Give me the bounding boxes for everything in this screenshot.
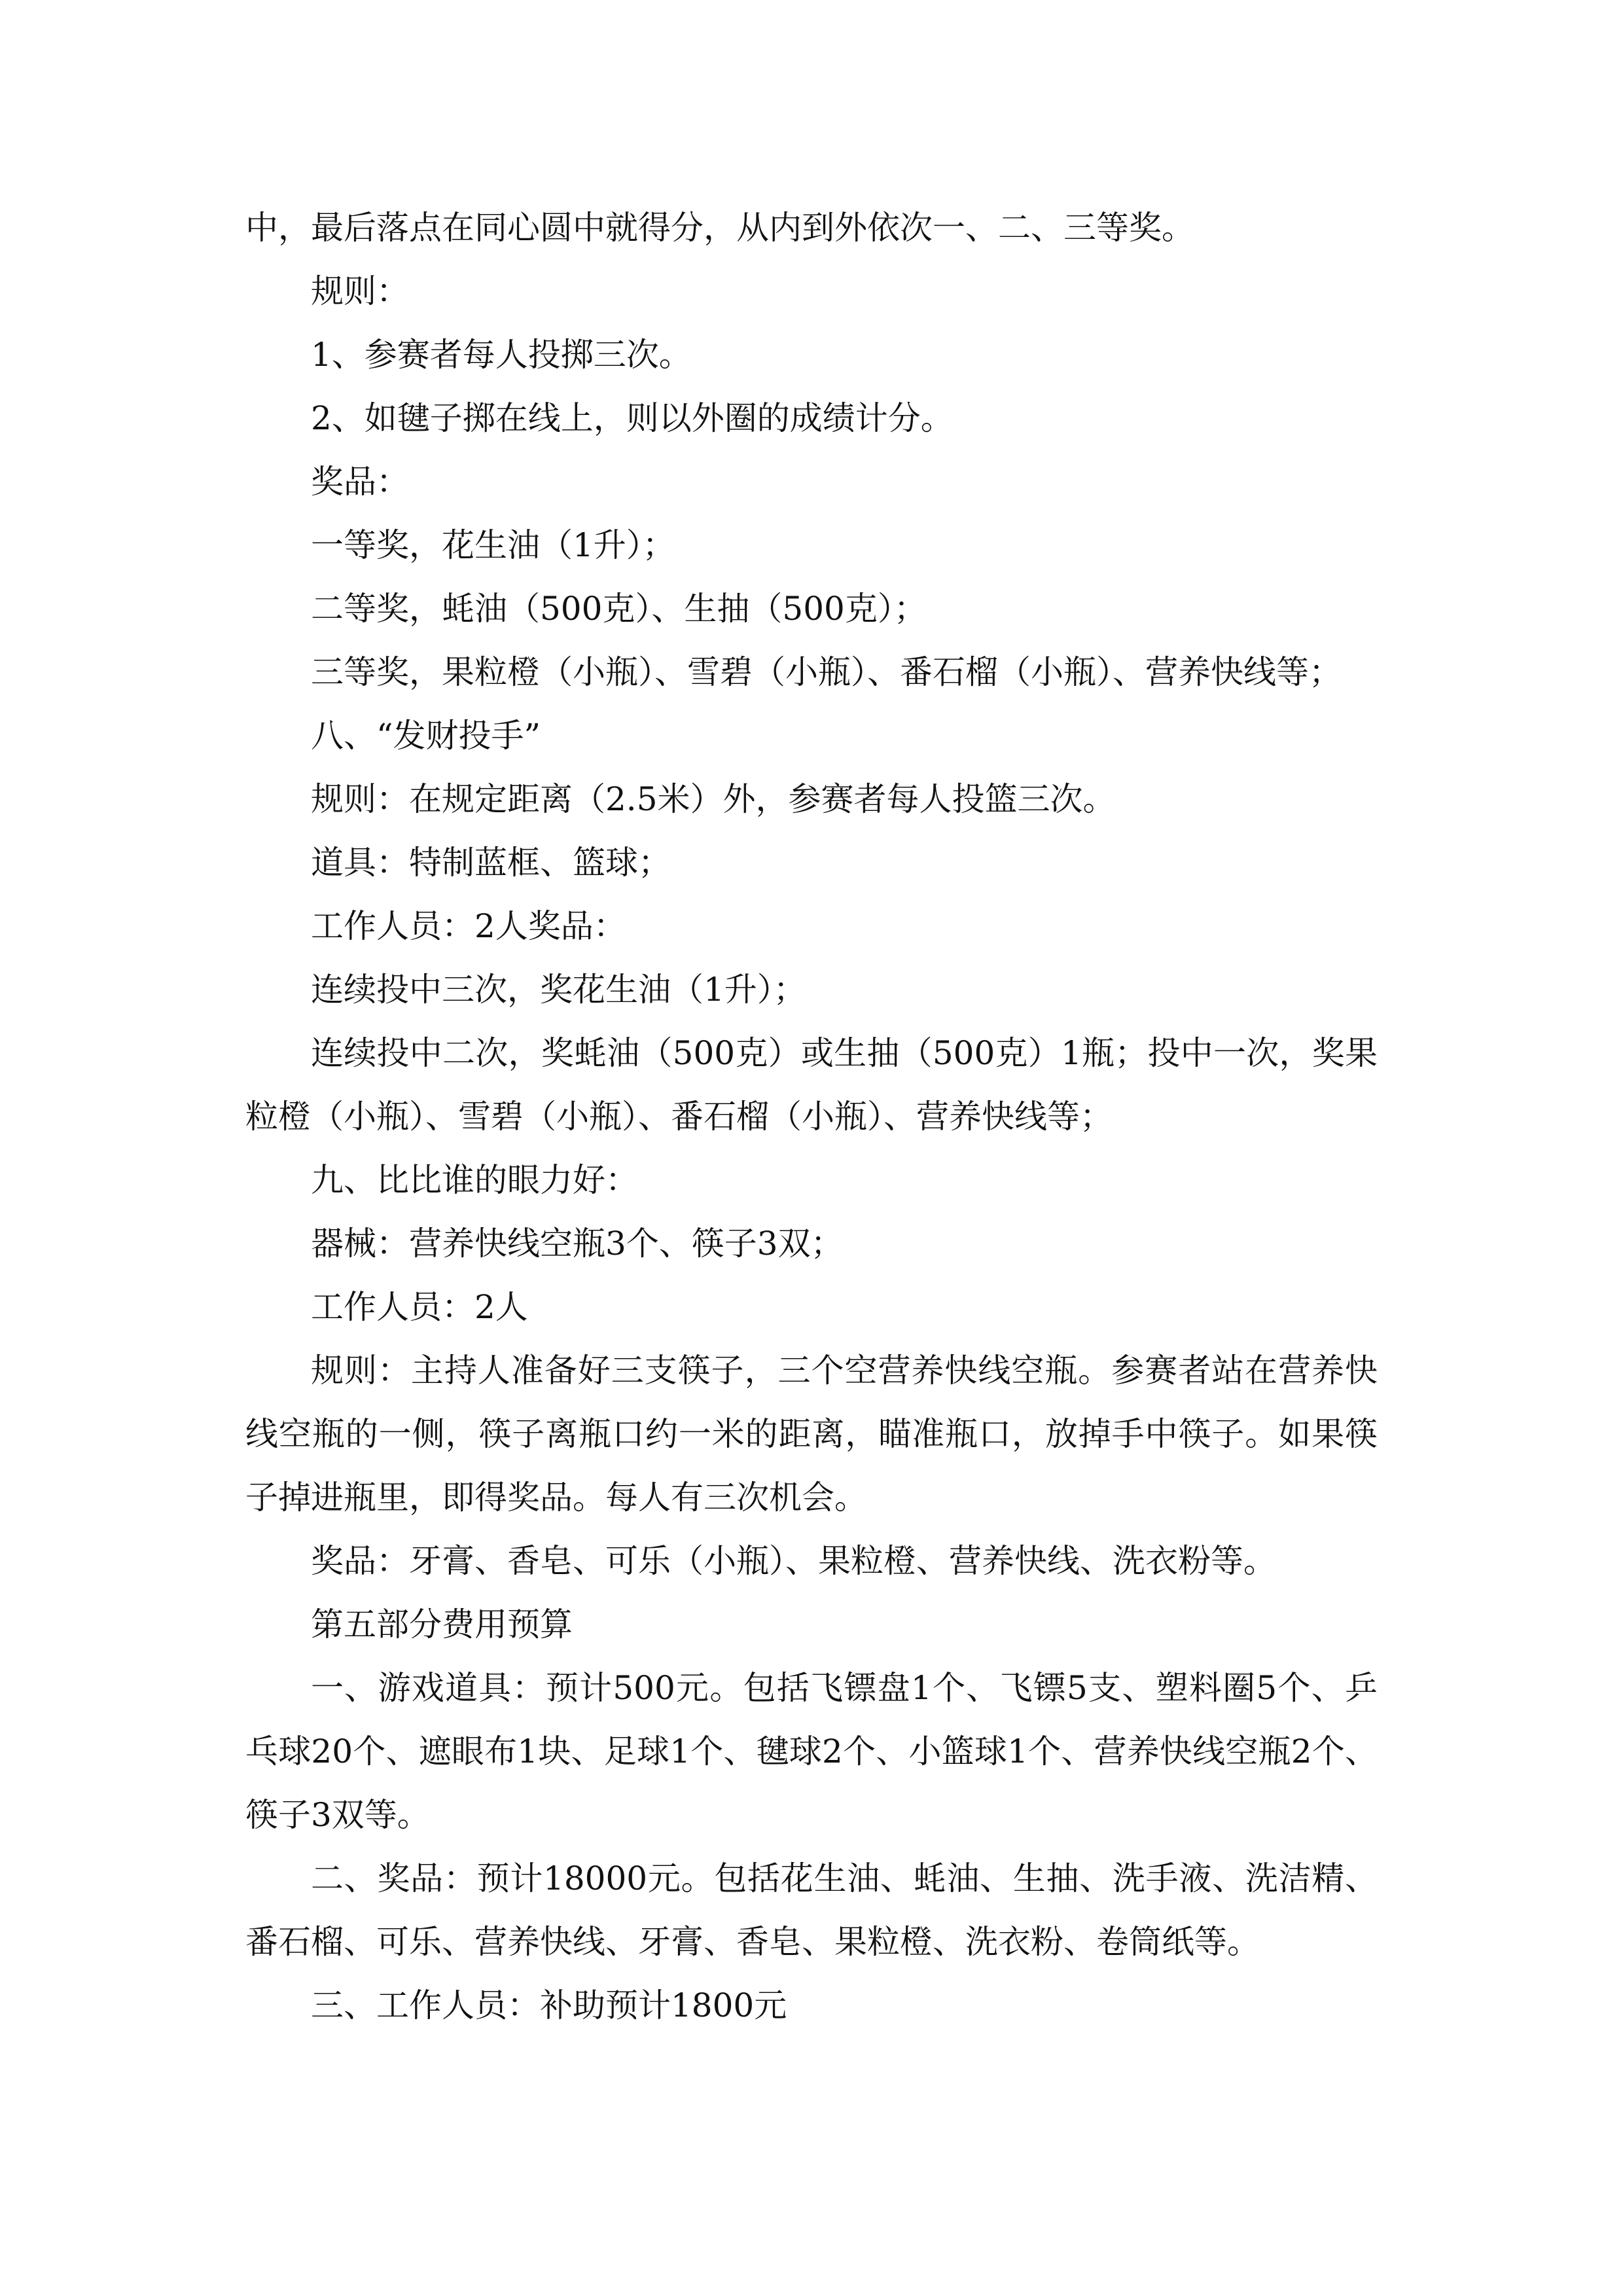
paragraph-budget-prizes: 二、奖品：预计18000元。包括花生油、蚝油、生抽、洗手液、洗洁精、番石榴、可乐、营养快线、牙膏、香皂、果粒橙、洗衣粉、卷筒纸等。 (245, 1859, 1378, 1961)
paragraph-budget-staff: 三、工作人员：补助预计1800元 (311, 1986, 787, 2024)
paragraph-rules-heading: 规则： (311, 272, 409, 310)
paragraph-first-prize: 一等奖，花生油（1升）； (311, 526, 675, 564)
paragraph-rules-9: 规则：主持人准备好三支筷子，三个空营养快线空瓶。参赛者站在营养快线空瓶的一侧，筷子离瓶口约一米的距离，瞄准瓶口，放掉手中筷子。如果筷子掉进瓶里，即得奖品。每人有三次机会。 (245, 1352, 1378, 1516)
paragraph-prize-two-hits: 连续投中二次，奖蚝油（500克）或生抽（500克）1瓶；投中一次，奖果粒橙（小瓶）、雪碧（小瓶）、番石榴（小瓶）、营养快线等； (245, 1034, 1378, 1136)
paragraph-prize-three-hits: 连续投中三次，奖花生油（1升）； (311, 971, 806, 1009)
paragraph-rule-1: 1、参赛者每人投掷三次。 (311, 336, 692, 374)
document-page (245, 196, 1378, 2037)
paragraph-third-prize: 三等奖，果粒橙（小瓶）、雪碧（小瓶）、番石榴（小瓶）、营养快线等； (311, 653, 1342, 691)
paragraph-equipment-9: 器械：营养快线空瓶3个、筷子3双； (311, 1225, 844, 1263)
section-heading-9: 九、比比谁的眼力好： (311, 1161, 638, 1199)
paragraph-props-8: 道具：特制蓝框、篮球； (311, 844, 671, 882)
paragraph-rule-2: 2、如毽子掷在线上，则以外圈的成绩计分。 (311, 399, 954, 437)
paragraph-continuation: 中，最后落点在同心圆中就得分，从内到外依次一、二、三等奖。 (245, 209, 1194, 247)
paragraph-budget-props: 一、游戏道具：预计500元。包括飞镖盘1个、飞镖5支、塑料圈5个、乒乓球20个、遮眼布1块、足球1个、毽球2个、小篮球1个、营养快线空瓶2个、筷子3双等。 (245, 1669, 1378, 1834)
paragraph-prizes-heading: 奖品： (311, 463, 409, 501)
section-heading-budget: 第五部分费用预算 (311, 1605, 573, 1643)
section-heading-8: 八、“发财投手” (311, 717, 541, 755)
paragraph-staff-9: 工作人员：2人 (311, 1288, 528, 1326)
paragraph-prizes-9: 奖品：牙膏、香皂、可乐（小瓶）、果粒橙、营养快线、洗衣粉等。 (311, 1542, 1276, 1580)
paragraph-rules-8: 规则：在规定距离（2.5米）外，参赛者每人投篮三次。 (311, 780, 1116, 818)
paragraph-second-prize: 二等奖，蚝油（500克）、生抽（500克）； (311, 590, 927, 628)
paragraph-staff-8: 工作人员：2人奖品： (311, 907, 626, 945)
